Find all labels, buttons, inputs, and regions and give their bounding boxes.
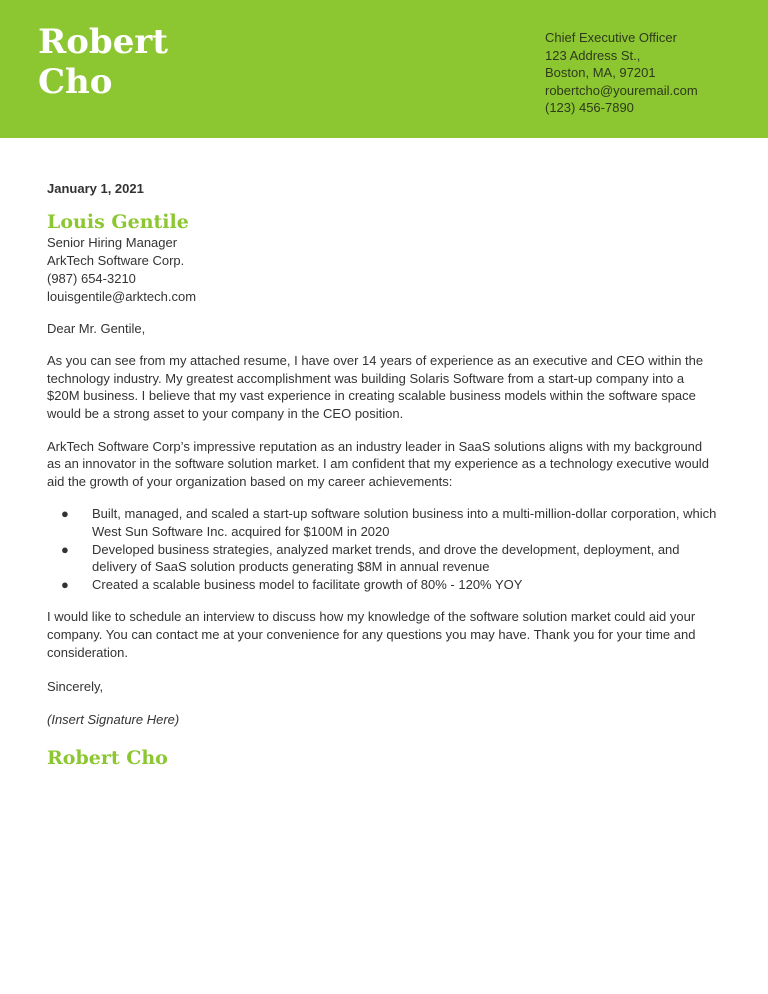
sender-city: Boston, MA, 97201	[545, 65, 656, 80]
letter-date: January 1, 2021	[47, 181, 144, 196]
sender-phone: (123) 456-7890	[545, 100, 634, 115]
list-item	[47, 505, 719, 540]
bullet-icon: ●	[61, 506, 69, 522]
recipient-title: Senior Hiring Manager	[47, 234, 178, 250]
recipient-details	[47, 234, 719, 306]
recipient-company: ArkTech Software Corp.	[47, 252, 185, 268]
paragraph-closing: I would like to schedule an interview to discuss how my knowledge of the software solution market could aid your company. You can contact me at your convenience for any questions you may have. Thank you for your time and consideration.	[47, 609, 696, 660]
sender-last-name: Cho	[38, 62, 113, 102]
sender-name-heading	[38, 22, 168, 102]
letter-body	[47, 180, 719, 770]
sender-first-name: Robert	[38, 22, 168, 62]
sender-address: 123 Address St.,	[545, 47, 641, 63]
salutation: Dear Mr. Gentile,	[47, 320, 146, 336]
paragraph-company-fit: ArkTech Software Corp’s impressive reputation as an industry leader in SaaS solutions aligns with my background as an innovator in the software solution market. I am confident that my experience as a technology executive would aid the growth of your organization based on my career achievements:	[47, 438, 709, 489]
achievement-text: Developed business strategies, analyzed market trends, and drove the development, deployment, and delivery of SaaS solution products generating $8M in annual revenue	[92, 541, 680, 575]
achievement-text: Built, managed, and scaled a start-up software solution business into a multi-million-dollar corporation, which West Sun Software Inc. acquired for $100M in 2020	[92, 506, 717, 539]
letterhead	[0, 0, 768, 138]
signature-placeholder: (Insert Signature Here)	[47, 711, 180, 727]
recipient-email: louisgentile@arktech.com	[47, 288, 197, 304]
recipient-phone: (987) 654-3210	[47, 270, 136, 286]
paragraph-intro: As you can see from my attached resume, I have over 14 years of experience as an executive and CEO within the technology industry. My greatest accomplishment was building Solaris Software from a start-up company into a $20M business. I believe that my vast experience in creating scalable business models within the software space would be a strong asset to your company in the CEO position.	[47, 353, 704, 421]
sender-signoff-name: Robert Cho	[47, 747, 168, 770]
closing-phrase: Sincerely,	[47, 679, 104, 695]
achievements-list	[47, 505, 719, 593]
sender-email: robertcho@youremail.com	[545, 82, 698, 98]
bullet-icon: ●	[61, 541, 69, 557]
list-item	[47, 576, 719, 594]
bullet-icon: ●	[61, 576, 69, 592]
list-item	[47, 541, 719, 576]
sender-job-title: Chief Executive Officer	[545, 30, 677, 45]
sender-contact-block	[545, 29, 698, 117]
recipient-name: Louis Gentile	[47, 210, 189, 233]
achievement-text: Created a scalable business model to facilitate growth of 80% - 120% YOY	[92, 576, 523, 592]
